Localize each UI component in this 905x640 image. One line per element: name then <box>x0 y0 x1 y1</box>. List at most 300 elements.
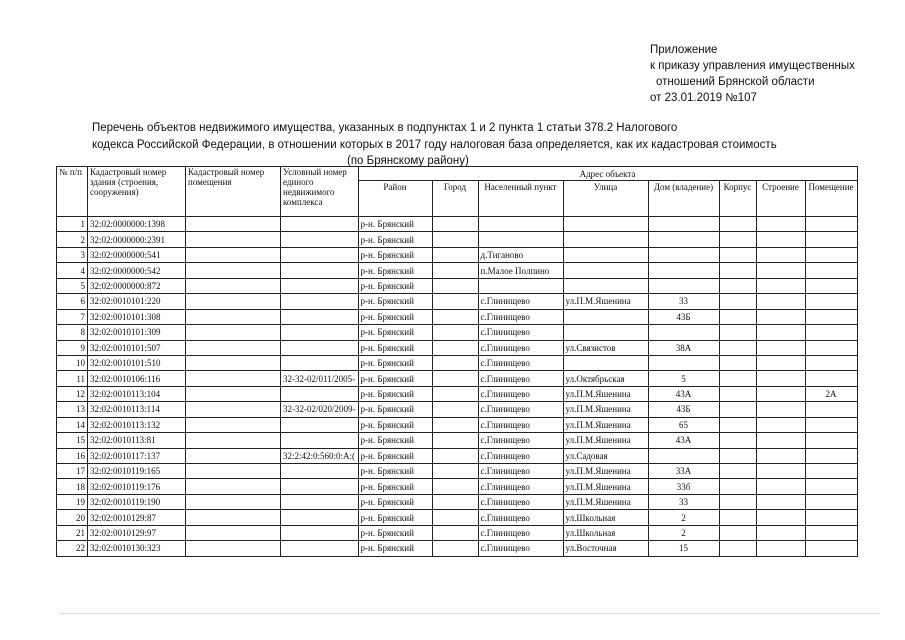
cell-settlement: с.Глинищево <box>478 525 563 540</box>
cell-district: р-н. Брянский <box>358 525 432 540</box>
cell-premise <box>805 263 857 278</box>
cell-premise <box>805 402 857 417</box>
cell-korpus <box>719 232 756 247</box>
cell-house: 43А <box>648 433 719 448</box>
cell-house <box>648 355 719 370</box>
cell-district: р-н. Брянский <box>358 402 432 417</box>
cell-num: 7 <box>57 309 88 324</box>
cell-conditional-number <box>281 309 359 324</box>
cell-conditional-number <box>281 433 359 448</box>
cell-conditional-number <box>281 464 359 479</box>
cell-city <box>432 325 478 340</box>
cell-premise <box>805 371 857 386</box>
cell-district: р-н. Брянский <box>358 355 432 370</box>
cell-house: 33б <box>648 479 719 494</box>
table-body <box>57 217 858 557</box>
cell-district: р-н. Брянский <box>358 247 432 262</box>
cell-conditional-number <box>281 510 359 525</box>
cell-korpus <box>719 294 756 309</box>
cell-korpus <box>719 479 756 494</box>
cell-settlement: с.Глинищево <box>478 417 563 432</box>
cell-premise: 2А <box>805 386 857 401</box>
cell-cadastral-room <box>186 355 281 370</box>
cell-conditional-number <box>281 355 359 370</box>
cell-building <box>756 294 805 309</box>
cell-cadastral-room <box>186 217 281 232</box>
cell-city <box>432 402 478 417</box>
cell-street: ул.Восточная <box>563 541 648 556</box>
cell-city <box>432 355 478 370</box>
cell-street: ул.П.М.Яшенина <box>563 479 648 494</box>
cell-cadastral-room <box>186 448 281 463</box>
table-row <box>57 448 858 463</box>
cell-house: 2 <box>648 525 719 540</box>
cell-settlement: с.Глинищево <box>478 386 563 401</box>
cell-premise <box>805 464 857 479</box>
cell-district: р-н. Брянский <box>358 294 432 309</box>
table-row <box>57 371 858 386</box>
cell-building <box>756 433 805 448</box>
table-row <box>57 232 858 247</box>
cell-building <box>756 309 805 324</box>
cell-building <box>756 448 805 463</box>
cell-house <box>648 325 719 340</box>
cell-settlement: с.Глинищево <box>478 371 563 386</box>
cell-house <box>648 217 719 232</box>
cell-conditional-number <box>281 278 359 293</box>
cell-premise <box>805 294 857 309</box>
cell-district: р-н. Брянский <box>358 479 432 494</box>
cell-district: р-н. Брянский <box>358 340 432 355</box>
cell-num: 17 <box>57 464 88 479</box>
cell-korpus <box>719 448 756 463</box>
cell-premise <box>805 448 857 463</box>
table-row <box>57 464 858 479</box>
cell-premise <box>805 217 857 232</box>
cell-building <box>756 386 805 401</box>
cell-street <box>563 232 648 247</box>
cell-num: 5 <box>57 278 88 293</box>
cell-num: 2 <box>57 232 88 247</box>
cell-cadastral-building: 32:02:0000000:541 <box>88 247 186 262</box>
appendix-line: от 23.01.2019 №107 <box>650 92 757 104</box>
cell-settlement: с.Глинищево <box>478 448 563 463</box>
cell-building <box>756 525 805 540</box>
cell-district: р-н. Брянский <box>358 448 432 463</box>
cell-cadastral-room <box>186 402 281 417</box>
cell-street <box>563 309 648 324</box>
cell-house <box>648 232 719 247</box>
cell-house: 65 <box>648 417 719 432</box>
cell-settlement: д.Тиганово <box>478 247 563 262</box>
cell-num: 16 <box>57 448 88 463</box>
cell-district: р-н. Брянский <box>358 232 432 247</box>
table-row <box>57 263 858 278</box>
cell-premise <box>805 479 857 494</box>
cell-district: р-н. Брянский <box>358 325 432 340</box>
cell-cadastral-room <box>186 309 281 324</box>
cell-street: ул.Садовая <box>563 448 648 463</box>
table-row <box>57 525 858 540</box>
cell-house <box>648 263 719 278</box>
cell-cadastral-building: 32:02:0010106:116 <box>88 371 186 386</box>
cell-street: ул.П.М.Яшенина <box>563 386 648 401</box>
cell-settlement: с.Глинищево <box>478 541 563 556</box>
header-settlement: Населенный пункт <box>478 181 563 217</box>
cell-building <box>756 278 805 293</box>
title-line: кодекса Российской Федерации, в отношении которых в 2017 году налоговая база определяется, как их кадастровая стоимость <box>92 138 777 151</box>
cell-num: 13 <box>57 402 88 417</box>
cell-cadastral-room <box>186 479 281 494</box>
document-title <box>92 120 777 170</box>
cell-settlement: с.Глинищево <box>478 510 563 525</box>
cell-premise <box>805 232 857 247</box>
cell-conditional-number <box>281 217 359 232</box>
cell-street: ул.Октябрьская <box>563 371 648 386</box>
cell-premise <box>805 417 857 432</box>
table-row <box>57 541 858 556</box>
cell-num: 6 <box>57 294 88 309</box>
cell-korpus <box>719 494 756 509</box>
cell-street <box>563 278 648 293</box>
cell-street <box>563 247 648 262</box>
cell-cadastral-building: 32:02:0010113:104 <box>88 386 186 401</box>
table-row <box>57 417 858 432</box>
cell-cadastral-building: 32:02:0010113:81 <box>88 433 186 448</box>
cell-korpus <box>719 510 756 525</box>
property-table <box>56 166 858 557</box>
cell-building <box>756 232 805 247</box>
cell-street: ул.Школьная <box>563 510 648 525</box>
cell-cadastral-building: 32:02:0000000:1398 <box>88 217 186 232</box>
cell-settlement: с.Глинищево <box>478 464 563 479</box>
cell-korpus <box>719 247 756 262</box>
cell-district: р-н. Брянский <box>358 417 432 432</box>
cell-cadastral-room <box>186 464 281 479</box>
title-line: Перечень объектов недвижимого имущества, указанных в подпунктах 1 и 2 пункта 1 статьи 378.2 Налогового <box>92 122 678 134</box>
cell-premise <box>805 325 857 340</box>
cell-building <box>756 263 805 278</box>
cell-settlement: с.Глинищево <box>478 309 563 324</box>
cell-street: ул.Школьная <box>563 525 648 540</box>
cell-cadastral-building: 32:02:0010129:97 <box>88 525 186 540</box>
cell-premise <box>805 541 857 556</box>
cell-cadastral-room <box>186 494 281 509</box>
cell-cadastral-room <box>186 386 281 401</box>
cell-city <box>432 278 478 293</box>
cell-city <box>432 464 478 479</box>
cell-num: 10 <box>57 355 88 370</box>
cell-num: 3 <box>57 247 88 262</box>
table-row <box>57 386 858 401</box>
cell-building <box>756 371 805 386</box>
cell-settlement: с.Глинищево <box>478 294 563 309</box>
cell-house: 43Б <box>648 402 719 417</box>
cell-cadastral-building: 32:02:0010119:176 <box>88 479 186 494</box>
cell-house: 43Б <box>648 309 719 324</box>
cell-num: 19 <box>57 494 88 509</box>
cell-street: ул.П.М.Яшенина <box>563 294 648 309</box>
cell-house: 33 <box>648 294 719 309</box>
cell-korpus <box>719 402 756 417</box>
cell-korpus <box>719 325 756 340</box>
cell-korpus <box>719 417 756 432</box>
cell-korpus <box>719 355 756 370</box>
cell-settlement: с.Глинищево <box>478 433 563 448</box>
cell-settlement <box>478 278 563 293</box>
cell-street: ул.П.М.Яшенина <box>563 417 648 432</box>
cell-conditional-number <box>281 386 359 401</box>
cell-city <box>432 340 478 355</box>
cell-street: ул.П.М.Яшенина <box>563 494 648 509</box>
cell-district: р-н. Брянский <box>358 464 432 479</box>
cell-district: р-н. Брянский <box>358 541 432 556</box>
cell-city <box>432 510 478 525</box>
table-row <box>57 340 858 355</box>
scan-noise-line <box>60 613 880 615</box>
cell-num: 11 <box>57 371 88 386</box>
cell-building <box>756 325 805 340</box>
cell-korpus <box>719 541 756 556</box>
cell-cadastral-room <box>186 278 281 293</box>
cell-premise <box>805 247 857 262</box>
cell-city <box>432 217 478 232</box>
appendix-line: отношений Брянской области <box>656 76 815 88</box>
cell-district: р-н. Брянский <box>358 433 432 448</box>
cell-conditional-number <box>281 294 359 309</box>
cell-num: 15 <box>57 433 88 448</box>
cell-korpus <box>719 525 756 540</box>
cell-cadastral-building: 32:02:0010117:137 <box>88 448 186 463</box>
cell-settlement: с.Глинищево <box>478 402 563 417</box>
cell-street: ул.П.М.Яшенина <box>563 402 648 417</box>
cell-cadastral-building: 32:02:0010101:220 <box>88 294 186 309</box>
cell-settlement: с.Глинищево <box>478 479 563 494</box>
cell-settlement <box>478 217 563 232</box>
cell-cadastral-building: 32:02:0000000:542 <box>88 263 186 278</box>
table-row <box>57 402 858 417</box>
cell-building <box>756 247 805 262</box>
cell-street: ул.П.М.Яшенина <box>563 433 648 448</box>
table-row <box>57 479 858 494</box>
cell-city <box>432 294 478 309</box>
cell-building <box>756 217 805 232</box>
cell-korpus <box>719 263 756 278</box>
cell-city <box>432 309 478 324</box>
cell-city <box>432 448 478 463</box>
cell-city <box>432 263 478 278</box>
cell-house <box>648 247 719 262</box>
cell-cadastral-room <box>186 263 281 278</box>
cell-conditional-number <box>281 263 359 278</box>
cell-house <box>648 448 719 463</box>
cell-num: 22 <box>57 541 88 556</box>
cell-num: 18 <box>57 479 88 494</box>
cell-premise <box>805 494 857 509</box>
cell-conditional-number: 32-32-02/020/2009- <box>281 402 359 417</box>
cell-num: 21 <box>57 525 88 540</box>
cell-premise <box>805 433 857 448</box>
table-row <box>57 355 858 370</box>
appendix-line: Приложение <box>650 44 718 56</box>
cell-conditional-number: 32:2:42:0:560:0:А:( <box>281 448 359 463</box>
table-row <box>57 247 858 262</box>
cell-street <box>563 263 648 278</box>
cell-korpus <box>719 340 756 355</box>
cell-city <box>432 232 478 247</box>
cell-district: р-н. Брянский <box>358 309 432 324</box>
cell-conditional-number <box>281 494 359 509</box>
cell-cadastral-building: 32:02:0010101:510 <box>88 355 186 370</box>
header-house: Дом (владение) <box>648 181 719 217</box>
cell-district: р-н. Брянский <box>358 494 432 509</box>
cell-city <box>432 494 478 509</box>
cell-district: р-н. Брянский <box>358 510 432 525</box>
cell-korpus <box>719 433 756 448</box>
cell-district: р-н. Брянский <box>358 278 432 293</box>
cell-conditional-number <box>281 325 359 340</box>
cell-settlement <box>478 232 563 247</box>
cell-cadastral-room <box>186 510 281 525</box>
cell-cadastral-building: 32:02:0010113:132 <box>88 417 186 432</box>
cell-korpus <box>719 278 756 293</box>
cell-cadastral-room <box>186 541 281 556</box>
cell-building <box>756 510 805 525</box>
cell-building <box>756 402 805 417</box>
cell-settlement: п.Малое Полпино <box>478 263 563 278</box>
cell-house: 43А <box>648 386 719 401</box>
cell-house <box>648 278 719 293</box>
cell-cadastral-room <box>186 433 281 448</box>
cell-cadastral-building: 32:02:0010119:190 <box>88 494 186 509</box>
cell-city <box>432 525 478 540</box>
cell-district: р-н. Брянский <box>358 217 432 232</box>
table-row <box>57 433 858 448</box>
cell-cadastral-room <box>186 417 281 432</box>
cell-house: 15 <box>648 541 719 556</box>
cell-building <box>756 355 805 370</box>
cell-street: ул.Связистов <box>563 340 648 355</box>
cell-cadastral-building: 32:02:0010101:507 <box>88 340 186 355</box>
cell-num: 4 <box>57 263 88 278</box>
cell-cadastral-room <box>186 232 281 247</box>
appendix-block <box>650 42 855 106</box>
header-district: Район <box>358 181 432 217</box>
cell-premise <box>805 309 857 324</box>
cell-district: р-н. Брянский <box>358 386 432 401</box>
header-cadastral-room: Кадастровый номер помещения <box>186 167 281 217</box>
header-cadastral-building: Кадастровый номер здания (строения, сооружения) <box>88 167 186 217</box>
cell-city <box>432 386 478 401</box>
cell-premise <box>805 355 857 370</box>
cell-cadastral-room <box>186 340 281 355</box>
header-city: Город <box>432 181 478 217</box>
cell-building <box>756 494 805 509</box>
cell-settlement: с.Глинищево <box>478 494 563 509</box>
cell-city <box>432 371 478 386</box>
table-row <box>57 217 858 232</box>
cell-conditional-number: 32-32-02/011/2005- <box>281 371 359 386</box>
cell-cadastral-room <box>186 371 281 386</box>
header-premise: Помещение <box>805 181 857 217</box>
cell-num: 1 <box>57 217 88 232</box>
table-row <box>57 325 858 340</box>
cell-cadastral-room <box>186 325 281 340</box>
cell-conditional-number <box>281 417 359 432</box>
cell-num: 14 <box>57 417 88 432</box>
cell-settlement: с.Глинищево <box>478 340 563 355</box>
cell-building <box>756 541 805 556</box>
cell-num: 12 <box>57 386 88 401</box>
title-line: (по Брянскому району) <box>347 155 469 167</box>
cell-building <box>756 479 805 494</box>
header-korpus: Корпус <box>719 181 756 217</box>
cell-building <box>756 464 805 479</box>
header-street: Улица <box>563 181 648 217</box>
cell-conditional-number <box>281 232 359 247</box>
header-building: Строение <box>756 181 805 217</box>
cell-street <box>563 355 648 370</box>
cell-city <box>432 247 478 262</box>
table-row <box>57 510 858 525</box>
cell-num: 8 <box>57 325 88 340</box>
cell-conditional-number <box>281 479 359 494</box>
cell-cadastral-building: 32:02:0010101:309 <box>88 325 186 340</box>
cell-premise <box>805 525 857 540</box>
header-address-group: Адрес объекта <box>358 167 857 181</box>
cell-house: 5 <box>648 371 719 386</box>
cell-building <box>756 417 805 432</box>
cell-cadastral-room <box>186 294 281 309</box>
table-row <box>57 294 858 309</box>
cell-city <box>432 479 478 494</box>
cell-korpus <box>719 217 756 232</box>
cell-city <box>432 417 478 432</box>
header-conditional-number: Условный номер единого недвижимого комплекса <box>281 167 359 217</box>
cell-house: 33 <box>648 494 719 509</box>
cell-district: р-н. Брянский <box>358 263 432 278</box>
cell-house: 2 <box>648 510 719 525</box>
cell-korpus <box>719 309 756 324</box>
cell-korpus <box>719 464 756 479</box>
cell-street <box>563 217 648 232</box>
cell-conditional-number <box>281 525 359 540</box>
cell-num: 20 <box>57 510 88 525</box>
cell-settlement: с.Глинищево <box>478 325 563 340</box>
cell-conditional-number <box>281 340 359 355</box>
cell-premise <box>805 510 857 525</box>
cell-settlement: с.Глинищево <box>478 355 563 370</box>
cell-house: 33А <box>648 464 719 479</box>
cell-premise <box>805 340 857 355</box>
cell-cadastral-building: 32:02:0000000:2391 <box>88 232 186 247</box>
cell-cadastral-building: 32:02:0010130:323 <box>88 541 186 556</box>
cell-cadastral-room <box>186 247 281 262</box>
cell-house: 38А <box>648 340 719 355</box>
table-row <box>57 278 858 293</box>
cell-korpus <box>719 386 756 401</box>
cell-premise <box>805 278 857 293</box>
cell-cadastral-building: 32:02:0010129:87 <box>88 510 186 525</box>
cell-cadastral-building: 32:02:0010101:308 <box>88 309 186 324</box>
cell-cadastral-building: 32:02:0010119:165 <box>88 464 186 479</box>
header-num: № п/п <box>57 167 88 217</box>
cell-street <box>563 325 648 340</box>
cell-korpus <box>719 371 756 386</box>
cell-cadastral-room <box>186 525 281 540</box>
cell-city <box>432 433 478 448</box>
table-row <box>57 494 858 509</box>
